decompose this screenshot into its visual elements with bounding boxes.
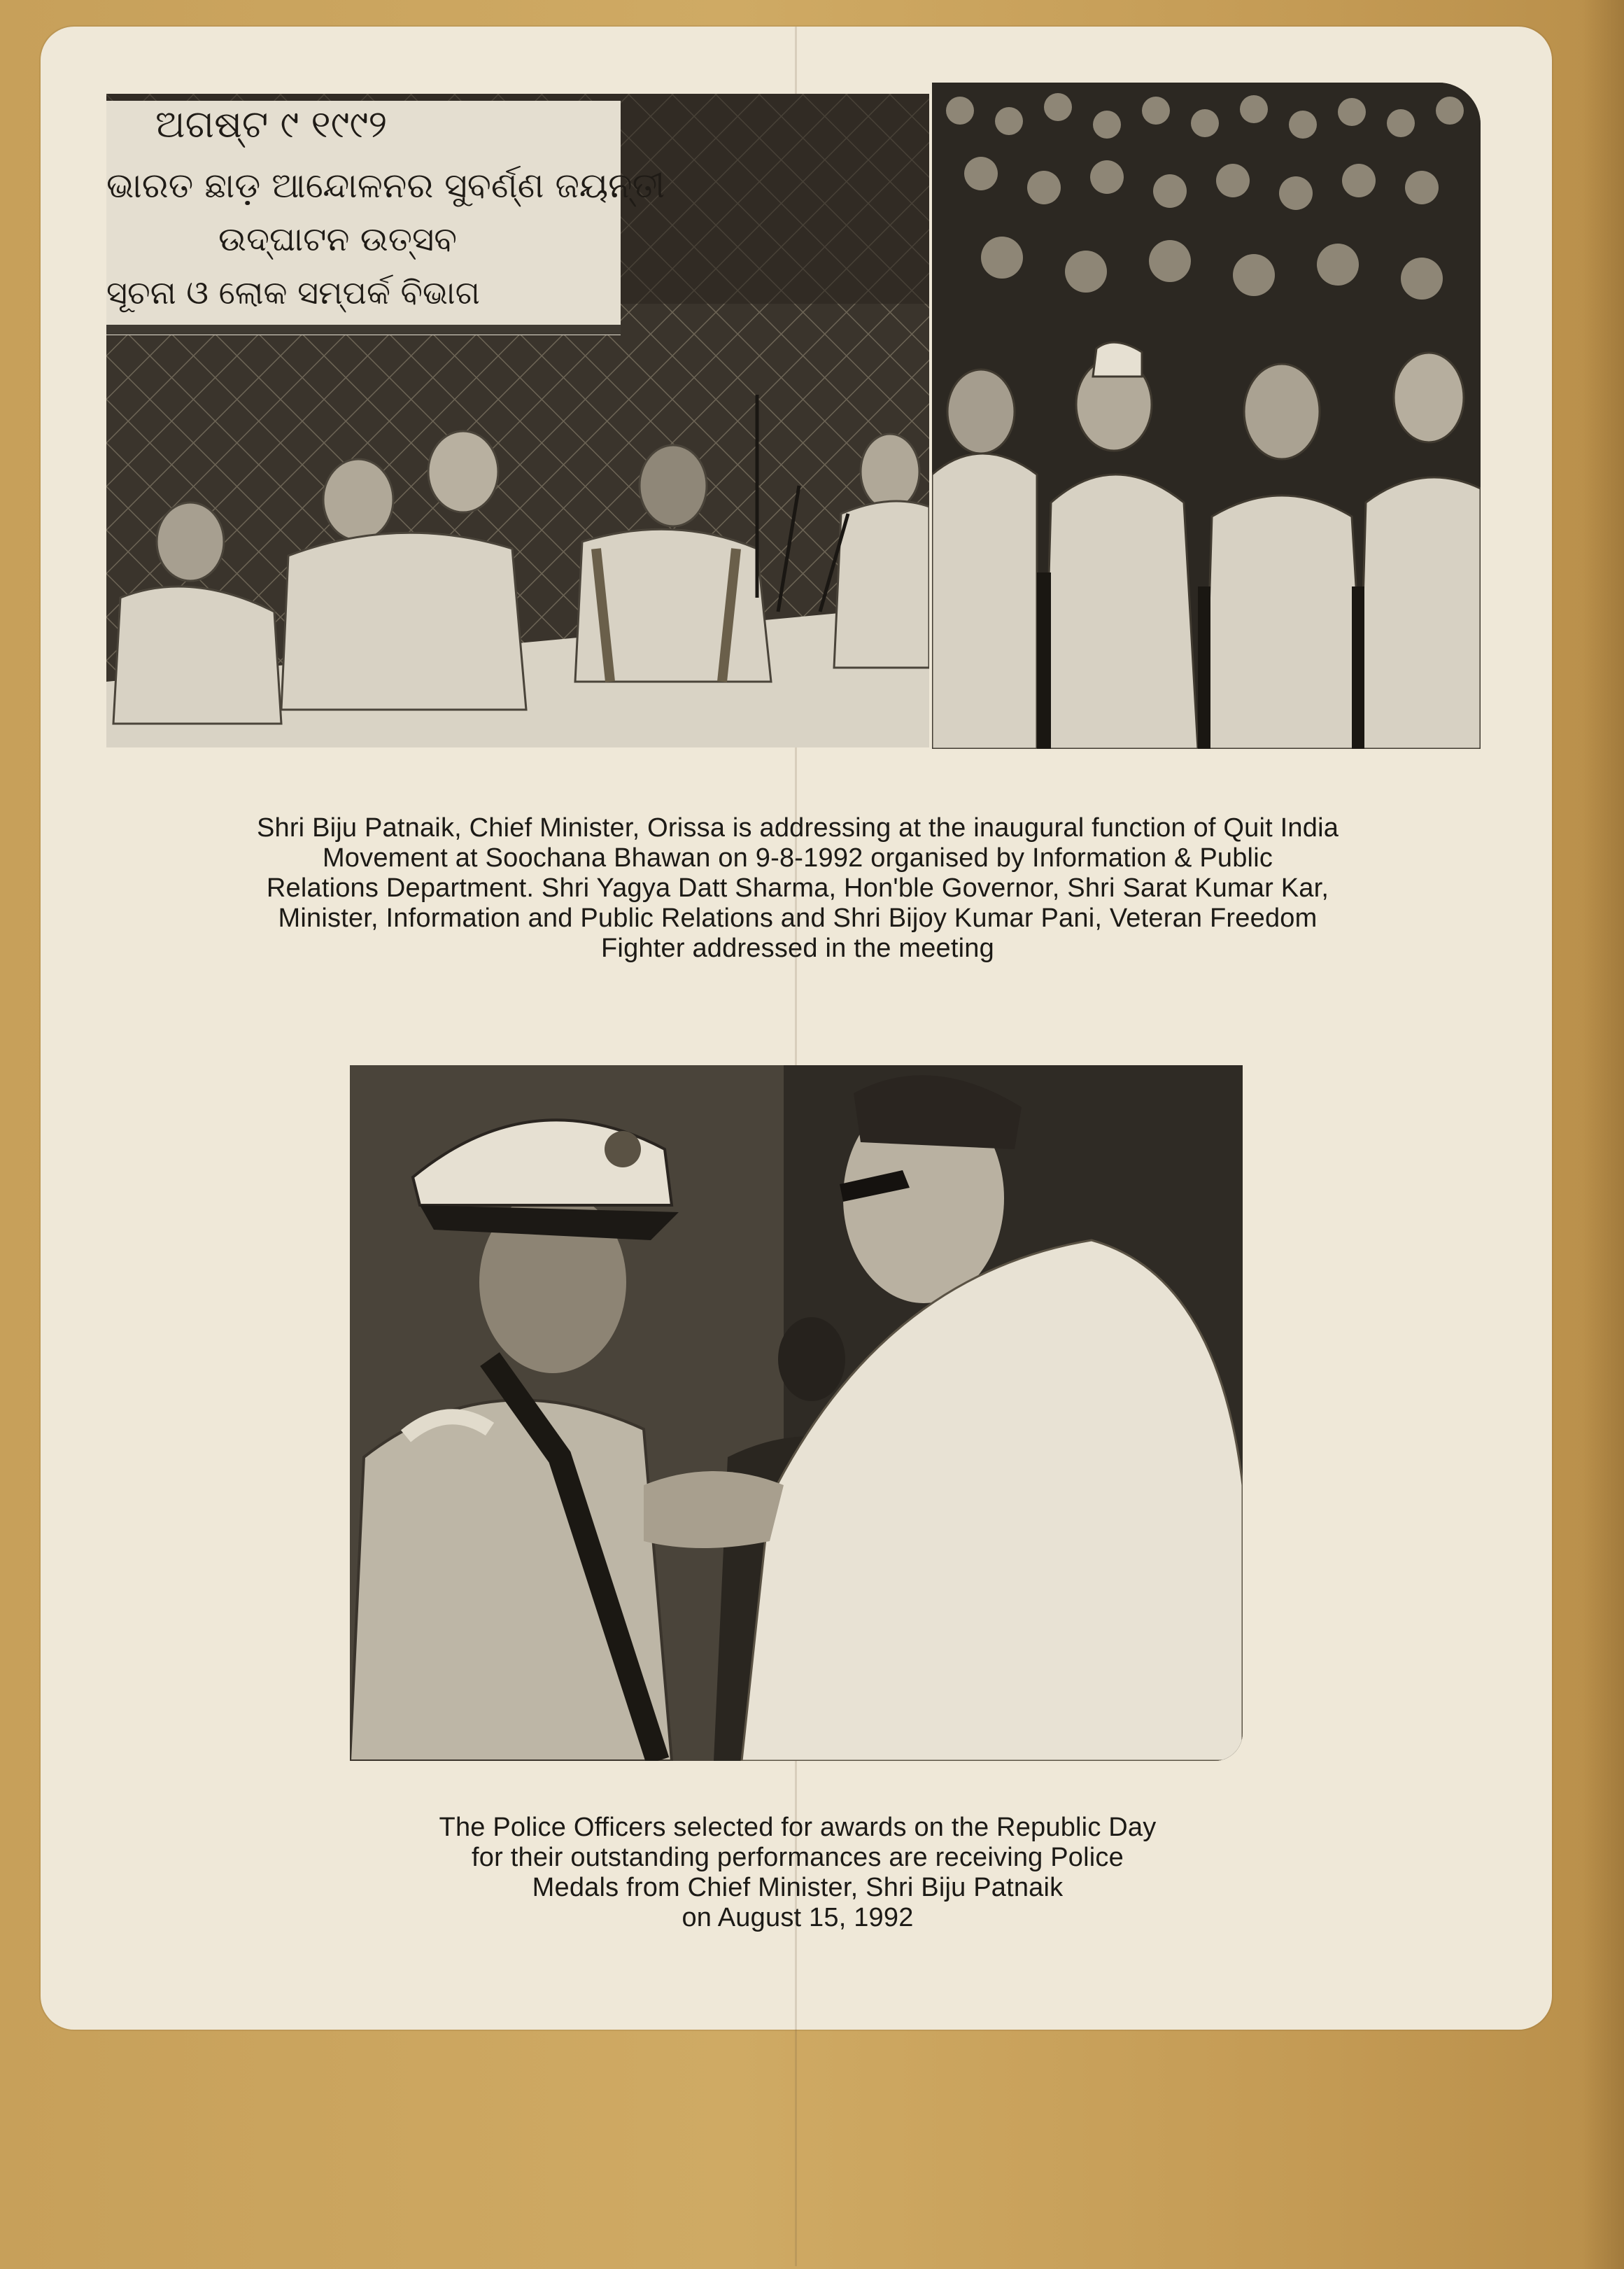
banner-line-2: ଭାରତ ଛାଡ଼ ଆନ୍ଦୋଳନର ସୁବର୍ଣ୍ଣ ଜୟନ୍ତୀ bbox=[106, 165, 665, 206]
photo-audience bbox=[932, 83, 1481, 749]
banner-line-4: ସୂଚନା ଓ ଲୋକ ସମ୍ପର୍କ ବିଭାଗ bbox=[106, 274, 480, 311]
photo-police-medal-presentation-drawing bbox=[350, 1065, 1243, 1761]
caption-line: Shri Biju Patnaik, Chief Minister, Orissa is addressing at the inaugural function of Quit India bbox=[256, 813, 1339, 843]
caption-line: for their outstanding performances are receiving Police bbox=[472, 1843, 1124, 1872]
caption-line: Medals from Chief Minister, Shri Biju Patnaik bbox=[532, 1873, 1064, 1902]
caption-line: Fighter addressed in the meeting bbox=[601, 934, 994, 963]
photo-audience-drawing bbox=[932, 83, 1481, 749]
caption-line: Movement at Soochana Bhawan on 9-8-1992 organised by Information & Public bbox=[322, 843, 1273, 873]
caption-line: Relations Department. Shri Yagya Datt Sharma, Hon'ble Governor, Shri Sarat Kumar Kar, bbox=[266, 873, 1329, 903]
caption-line: on August 15, 1992 bbox=[682, 1903, 914, 1932]
caption-quit-india-function bbox=[98, 813, 1497, 964]
photo-stage-dignitaries bbox=[106, 94, 929, 747]
caption-line: The Police Officers selected for awards on the Republic Day bbox=[439, 1813, 1157, 1842]
photo-police-medal-presentation bbox=[350, 1065, 1243, 1761]
folder-edge-tape bbox=[1582, 0, 1624, 2269]
caption-police-medals bbox=[280, 1813, 1315, 1933]
banner-line-1: ଅଗଷ୍ଟ ୯ ୧୯୯୨ bbox=[155, 102, 388, 146]
banner-line-3: ଉଦ୍‌ଘାଟନ ଉତ୍ସବ bbox=[218, 220, 457, 259]
caption-line: Minister, Information and Public Relations and Shri Bijoy Kumar Pani, Veteran Freedom bbox=[278, 904, 1318, 933]
photo-stage-dignitaries-drawing bbox=[106, 94, 929, 747]
